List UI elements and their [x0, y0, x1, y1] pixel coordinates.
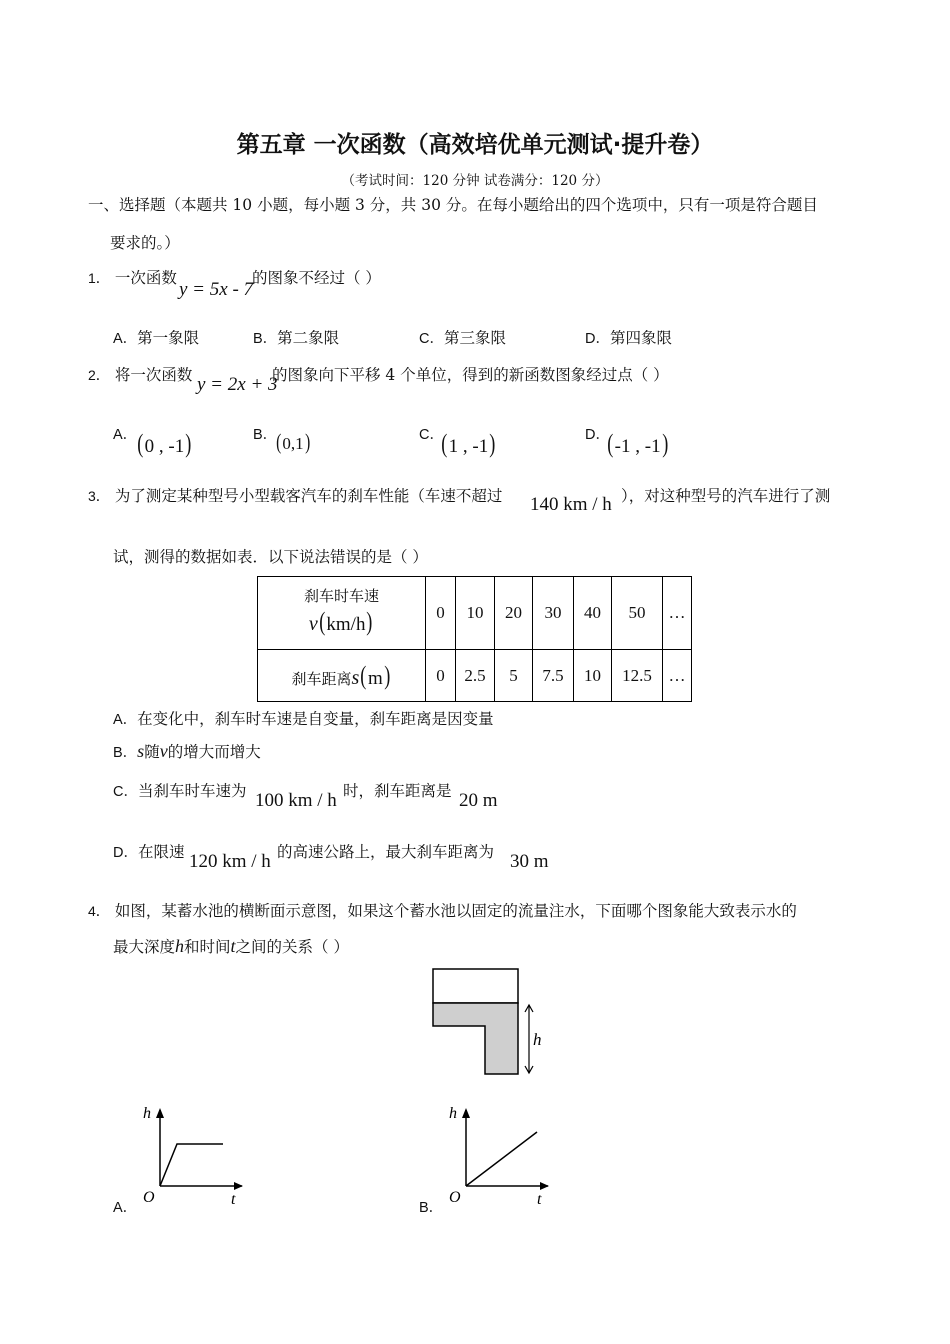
- option-d-distance: 30 m: [510, 851, 549, 872]
- table-cell: 30: [533, 577, 574, 650]
- table-header-cell: 刹车距离s(m): [258, 650, 426, 702]
- question-text-post: ），对这种型号的汽车进行了测: [621, 487, 831, 505]
- option-b[interactable]: [253, 423, 277, 444]
- table-cell: 20: [495, 577, 533, 650]
- table-row: [258, 650, 692, 702]
- table-cell: …: [663, 577, 692, 650]
- graph-a-curve: [160, 1144, 223, 1186]
- option-d[interactable]: [113, 840, 185, 862]
- option-label: C．: [419, 331, 444, 347]
- text: 和时间: [184, 938, 231, 956]
- question-text-line2: 试，测得的数据如表．以下说法错误的是（ ）: [113, 548, 428, 566]
- table-cell: …: [663, 650, 692, 702]
- point-text: 1 , -1: [448, 436, 489, 457]
- option-c-distance: 20 m: [459, 790, 498, 811]
- text: 最大深度: [113, 938, 176, 956]
- text: 之间的关系（ ）: [235, 938, 349, 956]
- option-c-point: (1 , -1): [441, 429, 496, 458]
- x-arrow-icon: [540, 1182, 549, 1190]
- question-number: 2．: [88, 367, 110, 383]
- option-label: A．: [113, 712, 138, 728]
- option-text: 第三象限: [443, 329, 506, 347]
- graph-b-curve: [466, 1132, 537, 1186]
- question-text: 如图，某蓄水池的横断面示意图，如果这个蓄水池以固定的流量注水，下面哪个图象能大致表示水的: [114, 902, 797, 920]
- option-c[interactable]: [419, 326, 506, 348]
- origin-label: O: [143, 1189, 155, 1206]
- table-header-cell: 刹车时车速 v(km/h): [258, 577, 426, 650]
- header-unit: km/h: [326, 614, 366, 636]
- question-number: 3．: [88, 488, 110, 504]
- origin-label: O: [449, 1189, 461, 1206]
- option-a-point: (0 , -1): [137, 429, 192, 458]
- table-cell: 5: [495, 650, 533, 702]
- var-v: v: [159, 741, 168, 761]
- option-label: B．: [253, 331, 278, 347]
- option-text: 第一象限: [137, 329, 200, 347]
- y-arrow-icon: [156, 1108, 164, 1118]
- option-label: A．: [113, 427, 138, 443]
- option-d-point: (-1 , -1): [607, 429, 668, 458]
- table-cell: 10: [574, 650, 612, 702]
- section-heading: 一、选择题（本题共 10 小题，每小题 3 分，共 30 分。在每小题给出的四个选项中，只有一项是符合题目: [88, 196, 818, 214]
- option-label: B．: [113, 745, 138, 761]
- question-2: [88, 363, 192, 385]
- graph-b-label[interactable]: B．: [419, 1200, 444, 1216]
- var-h: h: [175, 936, 185, 956]
- formula: y = 5x - 7: [179, 279, 254, 300]
- question-number: 4．: [88, 903, 110, 919]
- question-text: 将一次函数: [114, 366, 193, 384]
- x-axis-label: t: [231, 1191, 236, 1208]
- speed-limit: 140 km / h: [530, 494, 612, 515]
- y-axis-label: h: [449, 1105, 457, 1122]
- var-t: t: [230, 936, 236, 956]
- table-cell: 40: [574, 577, 612, 650]
- graph-a-label[interactable]: A．: [113, 1200, 138, 1216]
- option-c[interactable]: [113, 779, 247, 801]
- table-cell: 0: [426, 577, 456, 650]
- section-heading-cont: 要求的。）: [110, 234, 180, 252]
- question-3: [88, 484, 502, 506]
- graph-a[interactable]: [134, 1098, 254, 1210]
- option-d[interactable]: [585, 326, 672, 348]
- question-text-post: 的图象向下平移 4 个单位，得到的新函数图象经过点（ ）: [272, 366, 669, 384]
- option-d-speed: 120 km / h: [189, 851, 271, 872]
- reservoir-water: [433, 1003, 518, 1074]
- height-label: h: [533, 1030, 542, 1049]
- question-text-line2: [113, 935, 349, 957]
- option-label: C．: [419, 427, 444, 443]
- x-arrow-icon: [234, 1182, 243, 1190]
- option-label: D．: [585, 331, 610, 347]
- option-text: 第二象限: [277, 329, 340, 347]
- var-s: s: [137, 741, 145, 761]
- option-text: 当刹车时车速为: [137, 782, 247, 800]
- reservoir-top-empty: [433, 969, 518, 1003]
- option-a[interactable]: [113, 707, 494, 729]
- header-label: 刹车时车速: [303, 587, 379, 606]
- option-label: B．: [253, 427, 278, 443]
- question-text-post: 的图象不经过（ ）: [252, 269, 381, 287]
- option-b[interactable]: [113, 740, 261, 762]
- option-text: 在变化中，刹车时车速是自变量，刹车距离是因变量: [137, 710, 494, 728]
- option-a[interactable]: [113, 423, 137, 444]
- data-table: [257, 576, 692, 702]
- point-text: -1 , -1: [614, 436, 661, 457]
- page-title: 第五章 一次函数（高效培优单元测试·提升卷）: [236, 132, 714, 158]
- option-label: D．: [585, 427, 610, 443]
- option-text: 的增大而增大: [167, 743, 261, 761]
- option-a[interactable]: [113, 326, 199, 348]
- option-label: D．: [113, 845, 138, 861]
- option-label: A．: [113, 331, 138, 347]
- question-4: [88, 899, 797, 921]
- option-text: 随: [144, 743, 160, 761]
- table-cell: 10: [456, 577, 495, 650]
- option-text: 第四象限: [609, 329, 672, 347]
- graph-b[interactable]: [440, 1098, 560, 1210]
- question-text: 一次函数: [114, 269, 177, 287]
- y-axis-label: h: [143, 1105, 151, 1122]
- point-text: 0,1: [282, 434, 304, 453]
- table-row: [258, 577, 692, 650]
- option-b-point: (0,1): [276, 429, 310, 454]
- option-c-text: 时，刹车距离是: [343, 782, 452, 800]
- header-var: s: [351, 666, 360, 689]
- option-text: 在限速: [137, 843, 185, 861]
- question-number: 1．: [88, 270, 110, 286]
- point-text: 0 , -1: [144, 436, 185, 457]
- question-1: [88, 266, 177, 288]
- option-b[interactable]: [253, 326, 339, 348]
- table-cell: 7.5: [533, 650, 574, 702]
- option-label: C．: [113, 784, 138, 800]
- question-text: 为了测定某种型号小型载客汽车的刹车性能（车速不超过: [114, 487, 503, 505]
- reservoir-diagram: [425, 962, 555, 1082]
- x-axis-label: t: [537, 1191, 542, 1208]
- formula: y = 2x + 3: [197, 374, 278, 395]
- table-cell: 12.5: [612, 650, 663, 702]
- table-cell: 0: [426, 650, 456, 702]
- exam-info: （考试时间：120 分钟 试卷满分：120 分）: [341, 173, 609, 189]
- header-label: 刹车距离: [291, 669, 352, 688]
- y-arrow-icon: [462, 1108, 470, 1118]
- header-var: v: [308, 613, 318, 636]
- table-cell: 2.5: [456, 650, 495, 702]
- option-d-text: 的高速公路上，最大刹车距离为: [277, 843, 495, 861]
- header-unit: m: [368, 667, 383, 689]
- option-c-speed: 100 km / h: [255, 790, 337, 811]
- table-cell: 50: [612, 577, 663, 650]
